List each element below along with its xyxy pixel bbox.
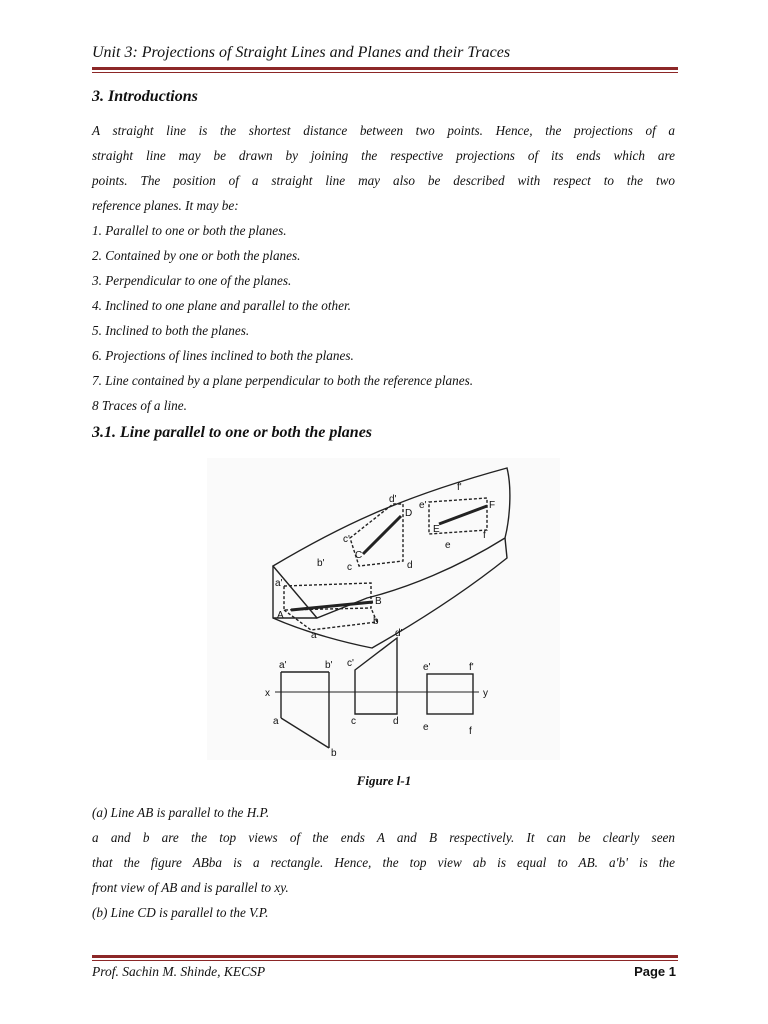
figure-projection-diagram — [207, 458, 560, 760]
label-e: e — [445, 540, 451, 551]
para-line: (a) Line AB is parallel to the H.P. — [92, 805, 270, 820]
intro-line: reference planes. It may be: — [92, 198, 239, 213]
vp-plane-outline — [273, 468, 510, 618]
cases-list — [92, 218, 675, 418]
page-number: Page 1 — [634, 964, 676, 979]
para-line: that the figure ABba is a rectangle. Hence, the top view ab is equal to AB. a'b' is the — [92, 855, 675, 870]
label-A: A — [277, 610, 284, 621]
label-F: F — [489, 500, 496, 511]
footer-rule-thin — [92, 960, 678, 961]
ab-hp-box — [284, 608, 377, 630]
label-x: x — [265, 688, 270, 699]
ef-views — [427, 674, 473, 714]
list-item: 2. Contained by one or both the planes. — [92, 248, 301, 263]
view-label-c: c — [351, 716, 356, 727]
list-item: 4. Inclined to one plane and parallel to the other. — [92, 298, 351, 313]
ab-top-view — [281, 718, 329, 748]
cd-views — [355, 638, 397, 714]
figure-svg — [207, 458, 560, 760]
view-label-d: d — [393, 716, 399, 727]
list-item: 6. Projections of lines inclined to both the planes. — [92, 348, 354, 363]
label-a-prime: a' — [275, 578, 283, 589]
label-d-prime: d' — [389, 494, 397, 505]
figure-caption: Figure l-1 — [356, 773, 412, 788]
view-label-f-prime: f' — [469, 662, 474, 673]
subsection-heading: 3.1. Line parallel to one or both the planes — [92, 424, 373, 441]
label-b-prime: b' — [317, 558, 325, 569]
label-b: b — [373, 616, 379, 627]
footer-rule — [92, 955, 678, 958]
line-cd — [363, 516, 401, 554]
label-a: a — [311, 630, 317, 641]
view-label-b-prime: b' — [325, 660, 333, 671]
para-line: a and b are the top views of the ends A and B respectively. It can be clearly seen — [92, 830, 675, 845]
list-item: 1. Parallel to one or both the planes. — [92, 223, 287, 238]
label-c-prime: c' — [343, 534, 350, 545]
header-rule — [92, 67, 678, 70]
label-C: C — [355, 550, 363, 561]
list-item: 8 Traces of a line. — [92, 398, 187, 413]
label-y: y — [483, 688, 488, 699]
footer-author: Prof. Sachin M. Shinde, KECSP — [92, 964, 266, 979]
intro-line: points. The position of a straight line may also be described with respect to the two — [92, 173, 675, 188]
view-label-c-prime: c' — [347, 658, 354, 669]
view-label-f: f — [469, 726, 472, 737]
view-label-e: e — [423, 722, 429, 733]
page-header-title: Unit 3: Projections of Straight Lines and Planes and their Traces — [92, 44, 511, 61]
label-f: f — [483, 530, 486, 541]
label-E: E — [433, 524, 440, 535]
label-f-prime: f' — [457, 482, 462, 493]
list-item: 3. Perpendicular to one of the planes. — [92, 273, 292, 288]
intro-line: straight line may be drawn by joining the respective projections of its ends which are — [92, 148, 675, 163]
hp-plane-outline — [273, 538, 507, 648]
list-item: 7. Line contained by a plane perpendicular to both the reference planes. — [92, 373, 474, 388]
header-rule-thin — [92, 72, 678, 73]
view-label-e-prime: e' — [423, 662, 431, 673]
label-d: d — [407, 560, 413, 571]
para-line: front view of AB and is parallel to xy. — [92, 880, 289, 895]
label-c: c — [347, 562, 352, 573]
label-e-prime: e' — [419, 500, 427, 511]
view-label-b: b — [331, 748, 337, 759]
para-line: (b) Line CD is parallel to the V.P. — [92, 905, 269, 920]
view-label-d-prime: d' — [395, 628, 403, 639]
line-ef — [439, 506, 487, 524]
section-heading: 3. Introductions — [92, 88, 198, 105]
view-label-a: a — [273, 716, 279, 727]
explanation-paragraph — [92, 800, 675, 925]
label-D: D — [405, 508, 413, 519]
intro-paragraph — [92, 118, 675, 218]
list-item: 5. Inclined to both the planes. — [92, 323, 250, 338]
label-B: B — [375, 596, 382, 607]
view-label-a-prime: a' — [279, 660, 287, 671]
intro-line: A straight line is the shortest distance between two points. Hence, the projections of a — [92, 123, 675, 138]
